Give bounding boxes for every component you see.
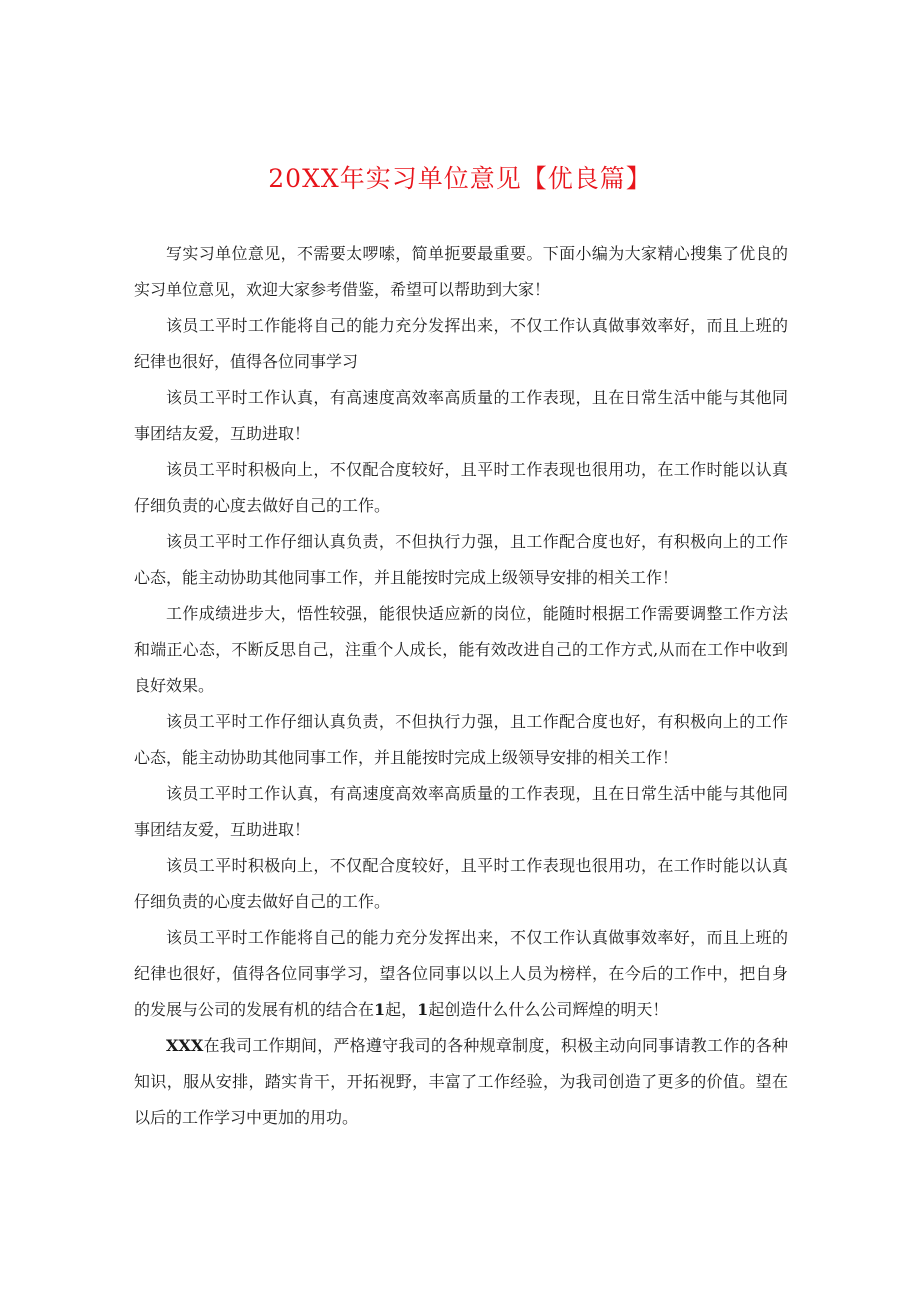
paragraph-text: 在我司工作期间，严格遵守我司的各种规章制度，积极主动向同事请教工作的各种知识，服从安排，踏实肯干，开拓视野，丰富了工作经验，为我司创造了更多的价值。望在以后的工作学习中更加的用功。 [134,1036,788,1127]
paragraph-comment: 该员工平时工作能将自己的能力充分发挥出来，不仅工作认真做事效率好，而且上班的纪律也很好，值得各位同事学习 [134,316,788,371]
paragraph-text: 该员工平时工作能将自己的能力充分发挥出来，不仅工作认真做事效率好，而且上班的纪律也很好，值得各位同事学习，望各位同事以以上人员为榜样，在今后的工作中，把自身的发展与公司的发展有机的结合在 [134,928,788,1019]
paragraph-comment: 该员工平时工作仔细认真负责，不但执行力强，且工作配合度也好，有积极向上的工作心态，能主动协助其他同事工作，并且能按时完成上级领导安排的相关工作！ [134,532,788,587]
paragraph-comment-long [134,920,788,1028]
paragraph-comment: 该员工平时积极向上，不仅配合度较好，且平时工作表现也很用功，在工作时能以认真仔细负责的心度去做好自己的工作。 [134,460,788,515]
paragraph-comment: 该员工平时积极向上，不仅配合度较好，且平时工作表现也很用功，在工作时能以认真仔细负责的心度去做好自己的工作。 [134,856,788,911]
paragraph-comment: 该员工平时工作认真，有高速度高效率高质量的工作表现，且在日常生活中能与其他同事团结友爱，互助进取！ [134,784,788,839]
paragraph-intro: 写实习单位意见，不需要太啰嗦，简单扼要最重要。下面小编为大家精心搜集了优良的实习单位意见，欢迎大家参考借鉴，希望可以帮助到大家！ [134,244,788,299]
paragraph-closing [134,1028,788,1136]
document-body [134,236,788,1136]
bold-number: 1 [417,1000,429,1019]
paragraph-comment: 工作成绩进步大，悟性较强，能很快适应新的岗位，能随时根据工作需要调整工作方法和端正心态，不断反思自己，注重个人成长，能有效改进自己的工作方式,从而在工作中收到良好效果。 [134,604,788,695]
paragraph-comment: 该员工平时工作仔细认真负责，不但执行力强，且工作配合度也好，有积极向上的工作心态，能主动协助其他同事工作，并且能按时完成上级领导安排的相关工作！ [134,712,788,767]
bold-name-placeholder: XXX [166,1036,204,1055]
bold-number: 1 [374,1000,386,1019]
paragraph-text: 起创造什么什么公司辉煌的明天！ [428,1000,669,1019]
document-title: 20XX年实习单位意见【优良篇】 [268,164,652,193]
paragraph-text: 起， [385,1000,418,1019]
paragraph-comment: 该员工平时工作认真，有高速度高效率高质量的工作表现，且在日常生活中能与其他同事团结友爱，互助进取！ [134,388,788,443]
